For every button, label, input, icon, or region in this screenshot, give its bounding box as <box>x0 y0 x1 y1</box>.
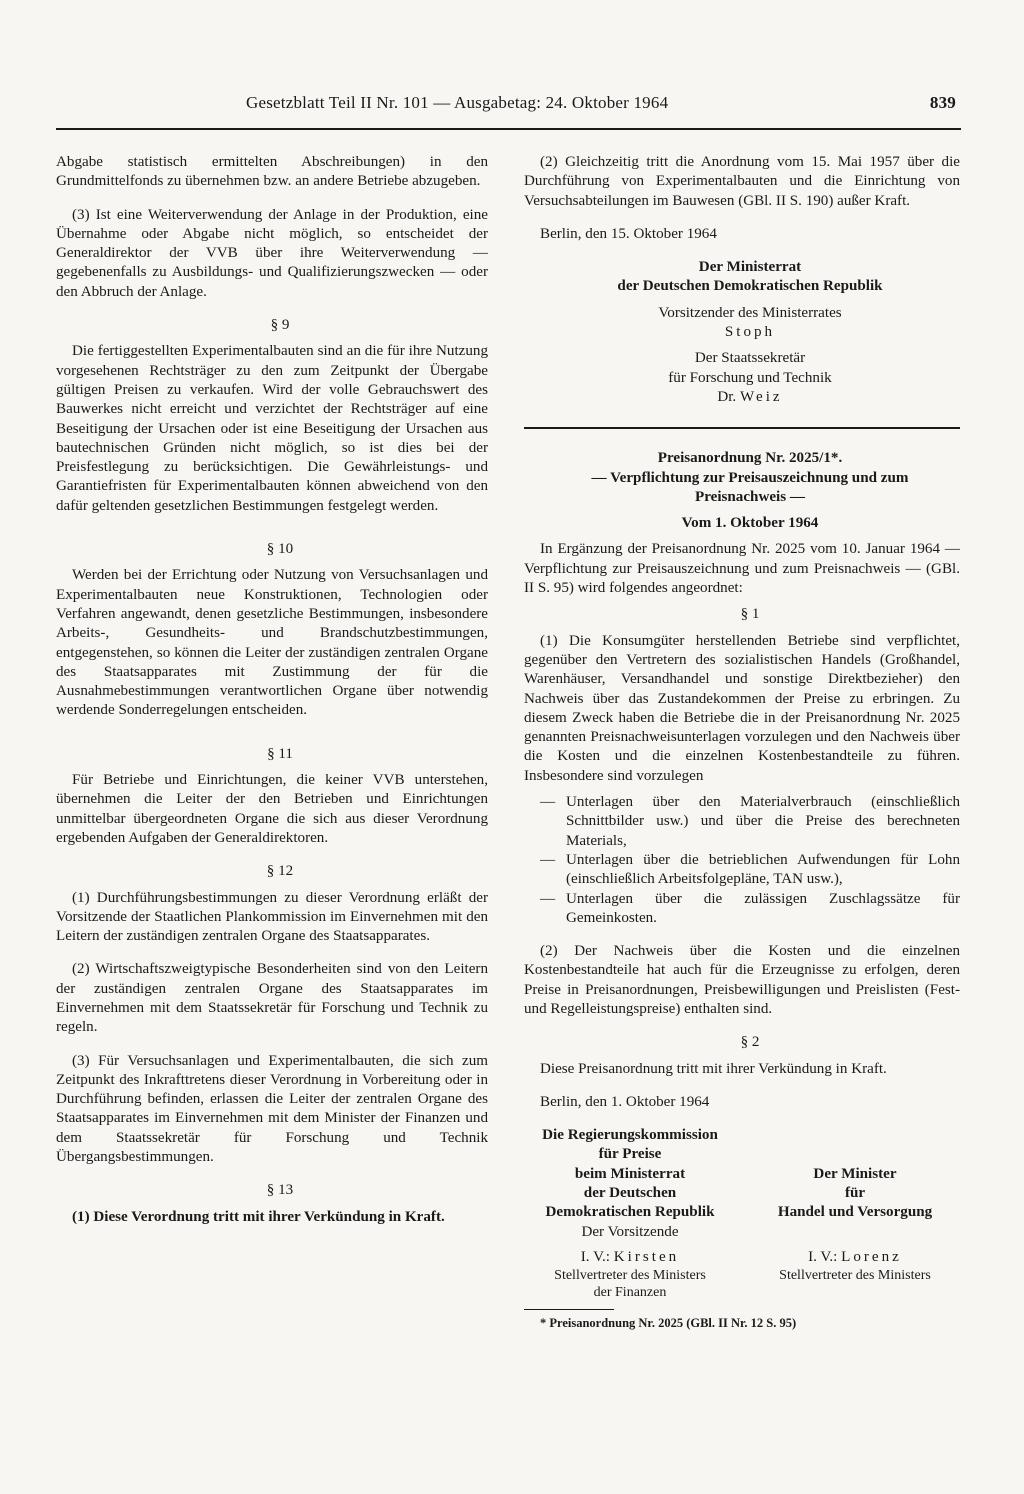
signature-name-stoph: Stoph <box>724 324 776 341</box>
page-number: 839 <box>929 93 956 112</box>
section-12-paragraph-3: (3) Für Versuchsanlagen und Experimentalbauten, die sich zum Zeitpunkt des Inkrafttretens dieser Verordnung in Vorbereitung oder in Durchführung befinden, erlassen die Leiter der zentralen Organe des Staatsapparates im Einvernehmen mit dem Minister der Finanzen und dem Staatssekretär für Forschung und Technik Übergangsbestimmungen. <box>56 1052 488 1166</box>
place-date-1: Berlin, den 15. Oktober 1964 <box>540 225 717 242</box>
left-column <box>56 153 488 1227</box>
signature-role-chairman: Vorsitzender des Ministerrates <box>658 304 842 321</box>
section-10-text: Werden bei der Errichtung oder Nutzung von Versuchsanlagen und Experimentalbauten neue Konstruktionen, Technologien oder Verfahren angewandt, denen gesetzliche Bestimmungen, insbesondere Arbeits-, Gesundheits- und Brandschutzbestimmungen, entgegenstehen, so können die Leiter der zuständigen zentralen Organe des Staatsapparates mit Zustimmung der für die Ausnahmebestimmungen verantwortlichen Organe über notwendig werdende Sonderregelungen entscheiden. <box>56 567 488 719</box>
signature-role-secretary-1: Der Staatssekretär <box>694 350 806 367</box>
section-12-paragraph-1: (1) Durchführungsbestimmungen zu dieser Verordnung erläßt der Vorsitzende der Staatlichen Plankommission im Einvernehmen mit den Leitern der zuständigen zentralen Organe des Staatsapparates. <box>56 889 488 945</box>
header-title: Gesetzblatt Teil II Nr. 101 — Ausgabetag: 24. Oktober 1964 <box>246 93 669 112</box>
signature-right: Der Minister für Handel und Versorgung I. V.: Lorenz Stellvertreter des Ministers <box>750 1126 960 1301</box>
section-1-paragraph-2: (2) Der Nachweis über die Kosten und die einzelnen Kostenbestandteile hat auch für die Erzeugnisse zu erfolgen, deren Preise in Preisanordnungen, Preisbewilligungen und Preislisten (Fest- und Regelleistungspreise) enthalten sind. <box>524 943 960 1017</box>
ordinance-subtitle-2: Preisnachweis — <box>695 488 805 505</box>
signature-left: Die Regierungskommission für Preise beim Ministerrat der Deutschen Demokratischen Republik Der Vorsitzende I. V.: Kirsten Stellvertreter des Ministers der Finanzen <box>524 1126 736 1301</box>
section-12-paragraph-2: (2) Wirtschaftszweigtypische Besonderheiten sind von den Leitern der zuständigen zentralen Organe des Staatsapparates im Einvernehmen mit dem Staatssekretär für Forschung und Technik zu regeln. <box>56 961 488 1036</box>
ordinance-date: Vom 1. Oktober 1964 <box>681 515 819 532</box>
signature-org-line-1: Der Ministerrat <box>698 259 802 276</box>
header-rule <box>56 128 961 130</box>
signature-name-surname: Weiz <box>740 388 783 405</box>
signature-role-secretary-2: für Forschung und Technik <box>668 369 832 386</box>
list-item: — Unterlagen über den Materialverbrauch (einschließlich Schnittbilder usw.) und über die Preise des berechneten Materials, <box>540 794 960 849</box>
section-11-heading: § 11 <box>267 745 293 762</box>
section-2-text: Diese Preisanordnung tritt mit ihrer Verkündung in Kraft. <box>540 1060 887 1077</box>
section-divider-rule <box>524 427 960 429</box>
place-date-2: Berlin, den 1. Oktober 1964 <box>540 1093 710 1110</box>
required-documents-list <box>524 793 960 928</box>
dash-bullet: — <box>540 794 556 811</box>
section-9-text: Die fertiggestellten Experimentalbauten sind an die für ihre Nutzung vorgesehenen Rechtsträger zu den zum Zeitpunkt der Übergabe gültigen Preisen zu verkaufen. Wird der volle Gebrauchswert des Bauwerkes nicht erreicht und verzichtet der Rechtsträger auf eine Beseitigung der Ursachen oder ist eine Beseitigung der Ursachen aus bautechnischen Gründen nicht möglich, so ist dies bei der Preisfestlegung zu berücksichtigen. Die Gewährleistungs- und Garantiefristen für Experimentalbauten können abweichend von den dafür geltenden gesetzlichen Bestimmungen festgelegt werden. <box>56 343 488 514</box>
ordinance-intro: In Ergänzung der Preisanordnung Nr. 2025 vom 10. Januar 1964 — Verpflichtung zur Preisauszeichnung und zum Preisnachweis — (GBl. II S. 95) wird folgendes angeordnet: <box>524 541 960 597</box>
paragraph-3: (3) Ist eine Weiterverwendung der Anlage in der Produktion, eine Übernahme oder Abgabe nicht möglich, so entscheidet der Generaldirektor der VVB über ihre Weiterverwendung — gegebenenfalls zu Ausbildungs- und Qualifizierungszwecken — oder den Abbruch der Anlage. <box>56 206 488 300</box>
continued-paragraph: Abgabe statistisch ermittelten Abschreibungen) in den Grundmittelfonds zu übernehmen bzw. an andere Betriebe abzugeben. <box>56 154 488 190</box>
section-11-text: Für Betriebe und Einrichtungen, die keiner VVB unterstehen, übernehmen die Leiter der den Betrieben und Einrichtungen unmittelbar übergeordneten Organe die sich aus dieser Verordnung ergebenden Aufgaben der Generaldirektoren. <box>56 772 488 846</box>
section-10-heading: § 10 <box>266 541 294 558</box>
ordinance-subtitle-1: — Verpflichtung zur Preisauszeichnung und zum <box>591 469 909 486</box>
dash-bullet: — <box>540 851 556 868</box>
footnote-rule <box>524 1309 614 1310</box>
paragraph-2-repeal: (2) Gleichzeitig tritt die Anordnung vom 15. Mai 1957 über die Durchführung von Experimentalbauten und die Einrichtung von Versuchsabteilungen im Bauwesen (GBl. II S. 190) außer Kraft. <box>524 154 960 209</box>
right-column <box>524 153 960 1334</box>
dash-bullet: — <box>540 890 556 907</box>
signature-block <box>524 1126 960 1301</box>
section-9-heading: § 9 <box>270 317 290 334</box>
signature-name-weiz <box>524 388 960 407</box>
section-1-heading: § 1 <box>740 606 760 623</box>
list-item: — Unterlagen über die zulässigen Zuschlagssätze für Gemeinkosten. <box>540 890 960 926</box>
list-item: — Unterlagen über die betrieblichen Aufwendungen für Lohn (einschließlich Arbeitsfolgepläne, TAN usw.), <box>540 851 960 888</box>
section-13-paragraph-1: (1) Diese Verordnung tritt mit ihrer Verkündung in Kraft. <box>72 1208 445 1225</box>
section-13-heading: § 13 <box>266 1182 294 1199</box>
signature-org-line-2: der Deutschen Demokratischen Republik <box>617 278 883 295</box>
section-2-heading: § 2 <box>740 1034 760 1051</box>
ordinance-title: Preisanordnung Nr. 2025/1*. <box>657 450 843 467</box>
page-header <box>56 93 956 117</box>
signature-name-title: Dr. <box>717 388 737 405</box>
signature-name-lorenz: I. V.: Lorenz <box>808 1248 902 1265</box>
signature-name-kirsten: I. V.: Kirsten <box>580 1248 680 1265</box>
section-1-paragraph-1: (1) Die Konsumgüter herstellenden Betriebe sind verpflichtet, gegenüber den Vertretern des sozialistischen Handels (Großhandel, Warenhäuser, Versandhandel und sonstige Direktbezieher) den Nachweis über das Zustandekommen der Preise zu erbringen. Zu diesem Zweck haben die Betriebe die in der Preisanordnung Nr. 2025 genannten Preisnachweisunterlagen vorzulegen und den Nachweis über die Kosten und die einzelnen Kostenbestandteile zu führen. Insbesondere sind vorzulegen <box>524 632 960 784</box>
section-12-heading: § 12 <box>266 863 294 880</box>
footnote: * Preisanordnung Nr. 2025 (GBl. II Nr. 12 S. 95) <box>540 1316 797 1331</box>
